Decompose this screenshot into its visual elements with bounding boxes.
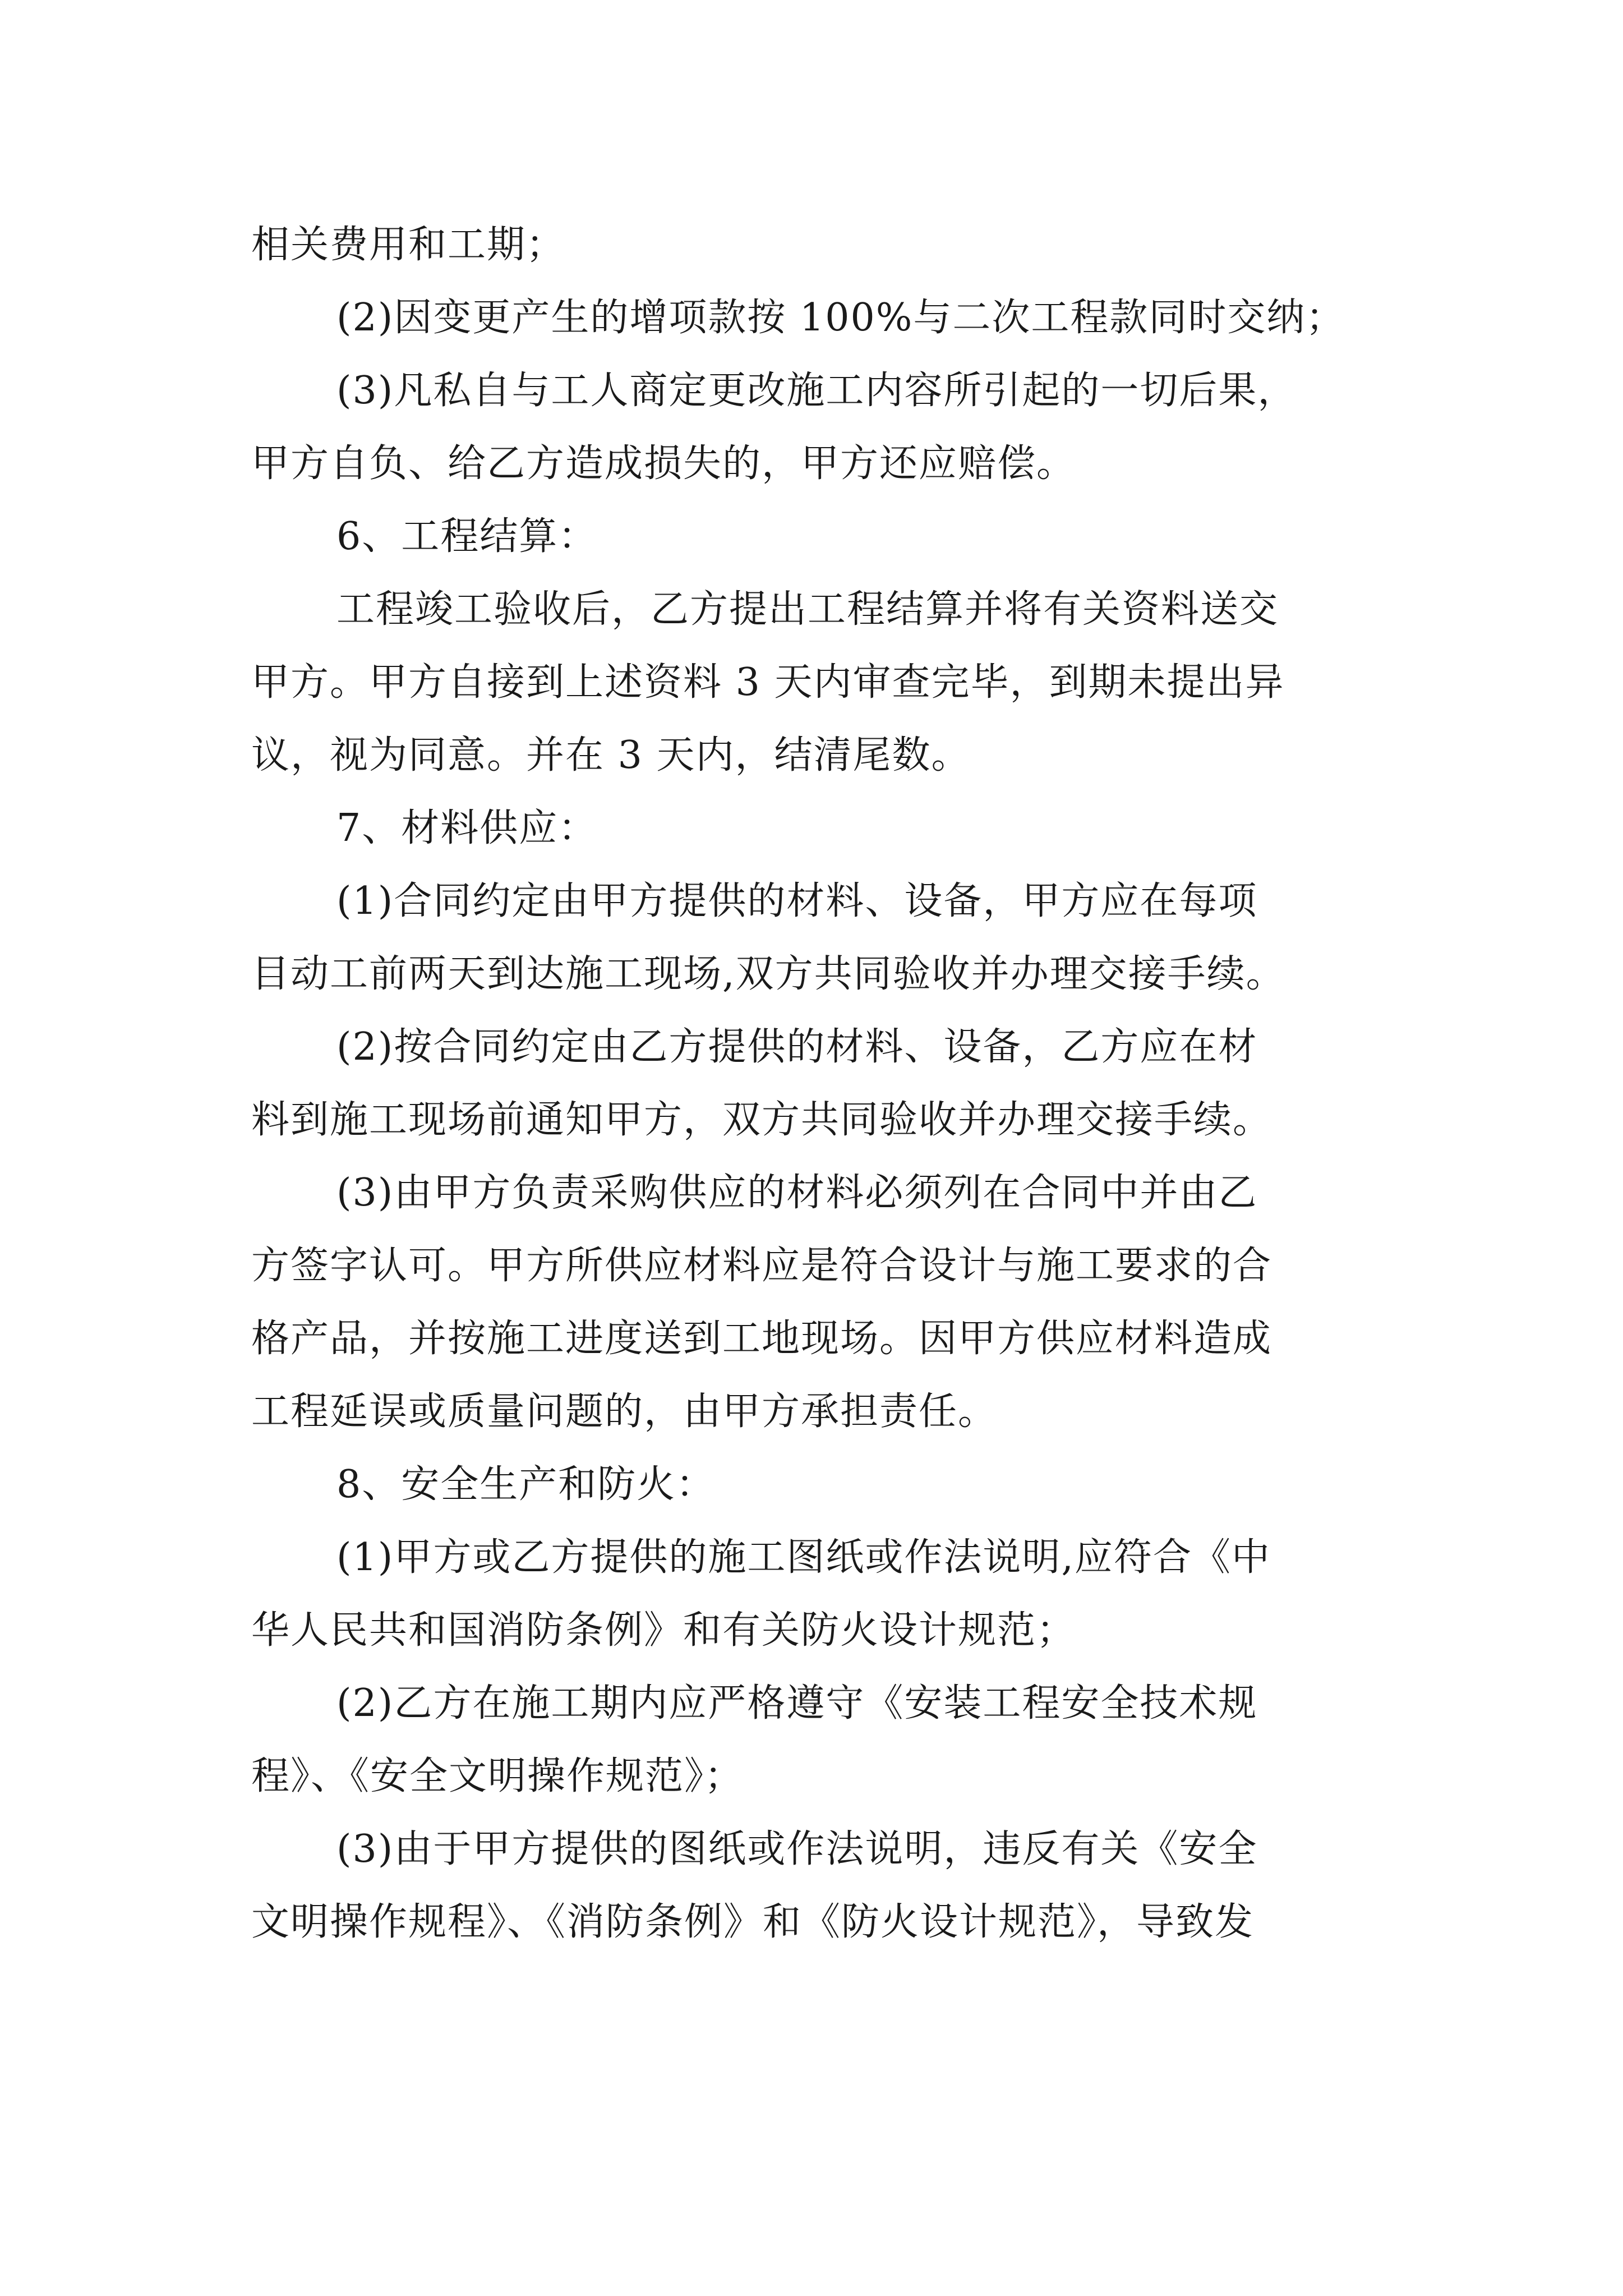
text-line: 方签字认可。甲方所供应材料应是符合设计与施工要求的合 <box>251 1244 1272 1288</box>
text-line: 华人民共和国消防条例》和有关防火设计规范； <box>251 1608 1076 1653</box>
text-line: 甲方自负、给乙方造成损失的，甲方还应赔偿。 <box>251 441 1076 486</box>
text-line: (2)按合同约定由乙方提供的材料、设备，乙方应在材 <box>336 1025 1258 1069</box>
text-line: 相关费用和工期； <box>251 223 566 267</box>
text-line: 目动工前两天到达施工现场,双方共同验收并办理交接手续。 <box>251 952 1285 996</box>
text-line: (2)乙方在施工期内应严格遵守《安装工程安全技术规 <box>336 1681 1258 1726</box>
text-line: 格产品，并按施工进度送到工地现场。因甲方供应材料造成 <box>251 1317 1272 1361</box>
text-line: (3)由于甲方提供的图纸或作法说明，违反有关《安全 <box>336 1827 1258 1871</box>
text-line: (2)因变更产生的增项款按 100%与二次工程款同时交纳； <box>336 296 1345 340</box>
text-line: 料到施工现场前通知甲方，双方共同验收并办理交接手续。 <box>251 1098 1272 1142</box>
text-line: 文明操作规程》、《消防条例》和《防火设计规范》，导致发 <box>251 1900 1255 1944</box>
text-line: 程》、《安全文明操作规范》； <box>251 1754 744 1798</box>
text-line: 议，视为同意。并在 3 天内，结清尾数。 <box>251 733 971 777</box>
text-line: (3)由甲方负责采购供应的材料必须列在合同中并由乙 <box>336 1171 1258 1215</box>
text-line: 工程延误或质量问题的，由甲方承担责任。 <box>251 1389 998 1434</box>
text-line: (1)合同约定由甲方提供的材料、设备，甲方应在每项 <box>336 879 1258 923</box>
section-heading: 6、工程结算： <box>336 514 598 559</box>
text-line: (1)甲方或乙方提供的施工图纸或作法说明,应符合《中 <box>336 1535 1271 1580</box>
text-line: (3)凡私自与工人商定更改施工内容所引起的一切后果， <box>336 369 1297 413</box>
text-line: 甲方。甲方自接到上述资料 3 天内审查完毕，到期未提出异 <box>251 660 1285 705</box>
section-heading: 8、安全生产和防火： <box>336 1462 716 1507</box>
text-line: 工程竣工验收后，乙方提出工程结算并将有关资料送交 <box>336 587 1279 632</box>
section-heading: 7、材料供应： <box>336 806 598 850</box>
